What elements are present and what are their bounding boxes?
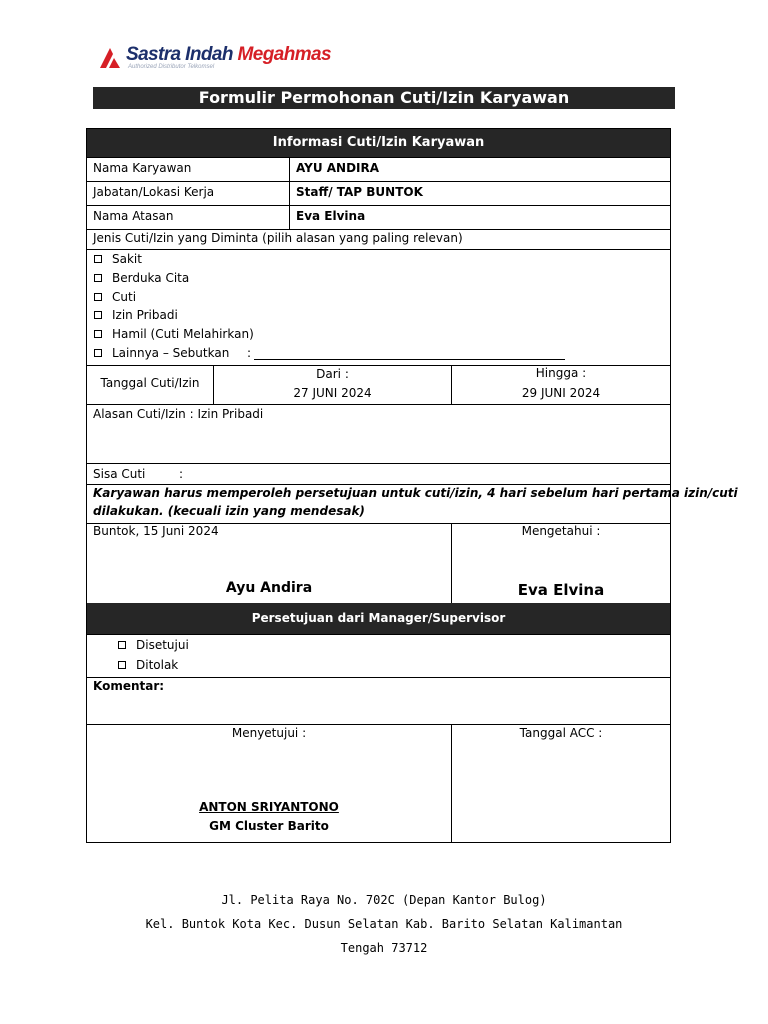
date-label: Tanggal Cuti/Izin [100,376,200,390]
remaining-leave-colon: : [179,467,184,481]
checkbox-icon[interactable] [94,255,102,263]
leave-type-label: Jenis Cuti/Izin yang Diminta (pilih alasan yang paling relevan) [93,231,463,245]
checkbox-icon[interactable] [94,274,102,282]
to-date[interactable]: 29 JUNI 2024 [521,386,601,400]
approval-note-line2: dilakukan. (kecuali izin yang mendesak) [93,504,365,518]
option-sick[interactable]: Sakit [94,252,142,267]
company-logo [98,42,338,74]
supervisor-signature-name: Eva Elvina [517,581,605,599]
company-address [84,888,684,960]
from-date[interactable]: 27 JUNI 2024 [293,386,372,400]
other-specify-line[interactable] [254,359,565,360]
option-bereavement[interactable]: Berduka Cita [94,271,189,286]
position-label: Jabatan/Lokasi Kerja [93,185,215,199]
approver-title: GM Cluster Barito [209,819,329,833]
employee-signature-name: Ayu Andira [225,580,313,596]
approver-name: ANTON SRIYANTONO [199,800,339,814]
leave-form [86,128,738,843]
address-line1: Jl. Pelita Raya No. 702C (Depan Kantor Bulog) [221,893,547,907]
checkbox-icon[interactable] [118,661,126,669]
to-label: Hingga : [535,366,587,380]
option-personal[interactable]: Izin Pribadi [94,308,178,323]
approval-note-line1: Karyawan harus memperoleh persetujuan untuk cuti/izin, 4 hari sebelum hari pertama izin/cuti [93,486,738,500]
option-other[interactable]: Lainnya – Sebutkan [94,346,229,361]
employee-name-value[interactable]: AYU ANDIRA [296,161,380,175]
leave-reason[interactable]: Alasan Cuti/Izin : Izin Pribadi [93,407,264,421]
position-value[interactable]: Staff/ TAP BUNTOK [296,185,423,199]
form-title: Formulir Permohonan Cuti/Izin Karyawan [93,87,675,109]
checkbox-icon[interactable] [94,293,102,301]
place-date: Buntok, 15 Juni 2024 [93,524,219,538]
checkbox-icon[interactable] [94,311,102,319]
checkbox-icon[interactable] [94,349,102,357]
logo-name: Sastra Indah Megahmas [126,44,331,65]
supervisor-name-label: Nama Atasan [93,209,174,223]
remaining-leave-label: Sisa Cuti [93,467,146,481]
acknowledge-label: Mengetahui : [521,524,601,538]
option-other-colon: : [247,346,252,360]
option-maternity[interactable]: Hamil (Cuti Melahirkan) [94,327,254,342]
option-leave[interactable]: Cuti [94,290,136,305]
from-label: Dari : [316,367,349,381]
employee-name-label: Nama Karyawan [93,161,192,175]
approve-label: Menyetujui : [231,726,307,740]
comment-label: Komentar: [93,679,165,693]
acc-date-label: Tanggal ACC : [519,726,603,740]
logo-mark-icon [98,46,122,70]
checkbox-icon[interactable] [118,641,126,649]
supervisor-name-value[interactable]: Eva Elvina [296,209,366,223]
logo-tagline: Authorized Distributor Telkomsel [128,64,215,70]
checkbox-icon[interactable] [94,330,102,338]
address-line2: Kel. Buntok Kota Kec. Dusun Selatan Kab. Barito Selatan Kalimantan [145,917,623,931]
section-header-info: Informasi Cuti/Izin Karyawan [87,129,670,157]
option-approved[interactable]: Disetujui [118,638,189,653]
section-header-approval: Persetujuan dari Manager/Supervisor [87,603,670,634]
address-line3: Tengah 73712 [340,941,428,955]
option-rejected[interactable]: Ditolak [118,658,178,673]
